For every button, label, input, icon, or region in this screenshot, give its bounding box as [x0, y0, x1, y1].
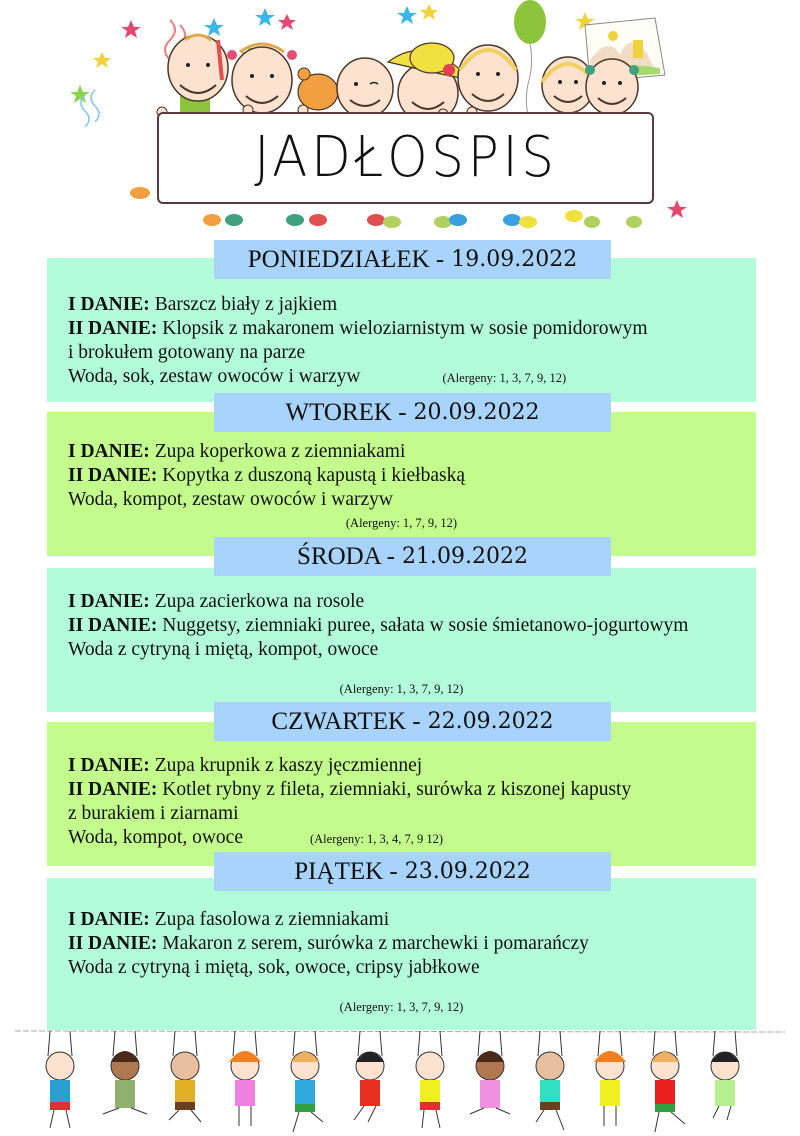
second-course [68, 317, 756, 341]
drinks-line: Woda z cytryną i miętą, kompot, owoce [68, 639, 379, 660]
second-course-continued: z burakiem i ziarnami [68, 803, 239, 824]
first-course-label: I DANIE: [68, 441, 150, 462]
drinks-line: Woda, kompot, zestaw owoców i warzyw [68, 489, 393, 510]
first-course-text: Zupa koperkowa z ziemniakami [154, 441, 406, 462]
drinks-line [68, 365, 756, 390]
second-course [68, 614, 756, 638]
second-course-text: Klopsik z makaronem wieloziarnistym w sosie pomidorowym [162, 318, 648, 339]
allergens-note: (Alergeny: 1, 3, 4, 7, 9 12) [309, 832, 444, 846]
day-date: 19.09.2022 [451, 247, 578, 272]
day-name: CZWARTEK - [271, 707, 421, 735]
page-title: JADŁOSPIS [253, 125, 558, 190]
balloon-icon [514, 0, 546, 124]
day-panel-wednesday [47, 568, 756, 712]
day-panel-monday [47, 258, 756, 402]
day-header-wednesday [214, 537, 611, 576]
day-header-monday [214, 240, 611, 279]
hanging-kid-figures [46, 1031, 739, 1132]
drinks-text: Woda, kompot, owoce [68, 827, 243, 848]
drinks-line [68, 826, 756, 851]
second-course-label: II DANIE: [68, 933, 158, 954]
day-name: WTOREK - [285, 398, 407, 426]
kid-faces [157, 35, 639, 123]
first-course [68, 590, 756, 614]
first-course-text: Zupa krupnik z kaszy jęczmiennej [154, 755, 423, 776]
day-header-thursday [214, 702, 611, 741]
second-course-label: II DANIE: [68, 779, 158, 800]
first-course [68, 754, 756, 778]
first-course [68, 293, 756, 317]
second-course [68, 932, 756, 956]
first-course-text: Zupa fasolowa z ziemniakami [154, 909, 390, 930]
second-course-text: Nuggetsy, ziemniaki puree, sałata w sosie śmietanowo-jogurtowym [162, 615, 689, 636]
first-course-label: I DANIE: [68, 591, 150, 612]
day-header-friday [214, 852, 611, 891]
first-course-text: Barszcz biały z jajkiem [154, 294, 338, 315]
footer-illustration [0, 1026, 800, 1132]
day-name: PIĄTEK - [294, 857, 398, 885]
second-course-continued: i brokułem gotowany na parze [68, 342, 306, 363]
second-course-label: II DANIE: [68, 465, 158, 486]
second-course-text: Kotlet rybny z fileta, ziemniaki, surówka z kiszonej kapusty [162, 779, 632, 800]
first-course-text: Zupa zacierkowa na rosole [154, 591, 365, 612]
first-course-label: I DANIE: [68, 755, 150, 776]
header-illustration [0, 0, 800, 235]
allergens-note: (Alergeny: 1, 3, 7, 9, 12) [339, 682, 464, 696]
drinks-line: Woda z cytryną i miętą, sok, owoce, cripsy jabłkowe [68, 957, 480, 978]
first-course-label: I DANIE: [68, 909, 150, 930]
day-name: ŚRODA - [297, 542, 395, 570]
first-course-label: I DANIE: [68, 294, 150, 315]
drinks-text: Woda, sok, zestaw owoców i warzyw [68, 366, 361, 387]
day-date: 20.09.2022 [413, 400, 540, 425]
first-course [68, 908, 756, 932]
allergens-note: (Alergeny: 1, 3, 7, 9, 12) [339, 1000, 464, 1014]
day-name: PONIEDZIAŁEK - [247, 245, 445, 273]
second-course [68, 778, 756, 802]
second-course-text: Kopytka z duszoną kapustą i kiełbaską [162, 465, 465, 486]
day-date: 21.09.2022 [401, 544, 528, 569]
day-header-tuesday [214, 393, 611, 432]
allergens-note: (Alergeny: 1, 7, 9, 12) [345, 516, 458, 530]
day-date: 23.09.2022 [404, 859, 531, 884]
title-banner [157, 112, 654, 204]
second-course [68, 464, 756, 488]
second-course-text: Makaron z serem, surówka z marchewki i pomarańczy [162, 933, 589, 954]
day-panel-tuesday [47, 412, 756, 556]
second-course-label: II DANIE: [68, 615, 158, 636]
first-course [68, 440, 756, 464]
day-panel-thursday [47, 722, 756, 866]
hanging-kids-illustration [0, 1026, 800, 1132]
day-panel-friday [47, 878, 756, 1030]
allergens-note: (Alergeny: 1, 3, 7, 9, 12) [442, 371, 567, 385]
second-course-label: II DANIE: [68, 318, 158, 339]
day-date: 22.09.2022 [427, 709, 554, 734]
